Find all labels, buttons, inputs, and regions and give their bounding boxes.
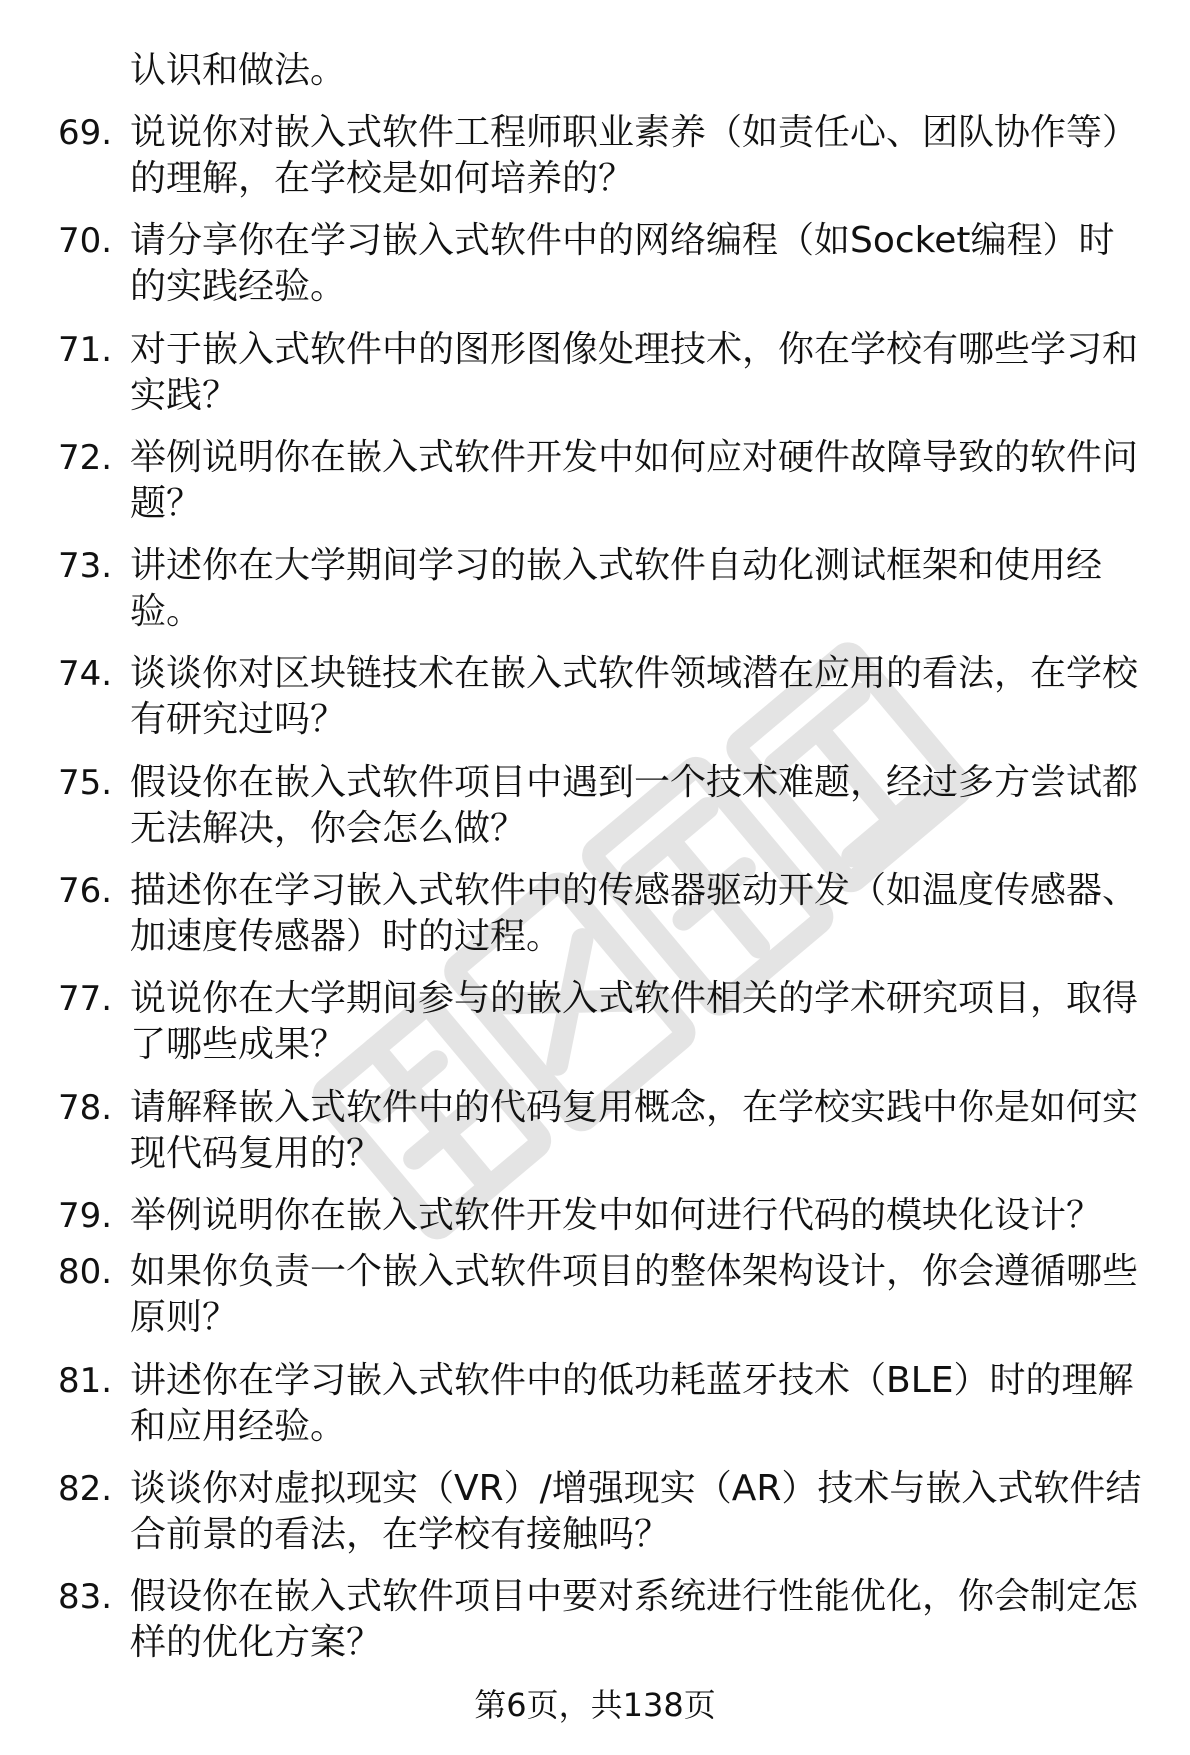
question-number: 73. [58,546,113,587]
question-text: 假设你在嵌入式软件项目中遇到一个技术难题，经过多方尝试都无法解决，你会怎么做？ [130,761,1139,849]
question-text: 举例说明你在嵌入式软件开发中如何应对硬件故障导致的软件问题？ [130,436,1139,524]
question-number: 77. [58,979,113,1020]
question-item [0,327,1190,429]
question-item [0,1574,1190,1676]
question-text: 请分享你在学习嵌入式软件中的网络编程（如Socket编程）时的实践经验。 [130,220,1115,308]
question-item [0,651,1190,753]
question-text: 说说你在大学期间参与的嵌入式软件相关的学术研究项目，取得了哪些成果？ [130,978,1139,1066]
question-item [0,1193,1190,1243]
question-item [0,110,1190,212]
question-number: 79. [58,1195,113,1236]
question-text: 假设你在嵌入式软件项目中要对系统进行性能优化，你会制定怎样的优化方案？ [130,1576,1139,1664]
question-item [0,435,1190,537]
question-number: 71. [58,329,113,370]
question-item [0,868,1190,970]
question-text: 讲述你在大学期间学习的嵌入式软件自动化测试框架和使用经验。 [130,545,1103,633]
question-item [0,543,1190,645]
question-number: 78. [58,1087,113,1128]
question-item [0,1358,1190,1460]
question-number: 70. [58,221,113,262]
question-item [0,976,1190,1078]
question-text: 如果你负责一个嵌入式软件项目的整体架构设计，你会遵循哪些原则？ [130,1251,1139,1339]
question-list [0,110,1190,1682]
question-text: 请解释嵌入式软件中的代码复用概念，在学校实践中你是如何实现代码复用的？ [130,1086,1139,1174]
question-item [0,1466,1190,1568]
question-item [0,1249,1190,1351]
question-item [0,760,1190,862]
question-number: 69. [58,113,113,153]
question-text: 谈谈你对区块链技术在嵌入式软件领域潜在应用的看法，在学校有研究过吗？ [130,653,1139,741]
question-text: 谈谈你对虚拟现实（VR）/增强现实（AR）技术与嵌入式软件结合前景的看法，在学校有接触吗？ [130,1467,1142,1555]
question-item [0,218,1190,320]
question-text: 描述你在学习嵌入式软件中的传感器驱动开发（如温度传感器、加速度传感器）时的过程。 [130,870,1139,958]
question-text: 对于嵌入式软件中的图形图像处理技术，你在学校有哪些学习和实践？ [130,328,1139,416]
question-text: 讲述你在学习嵌入式软件中的低功耗蓝牙技术（BLE）时的理解和应用经验。 [130,1359,1134,1447]
question-item [0,1085,1190,1187]
question-text: 说说你对嵌入式软件工程师职业素养（如责任心、团队协作等）的理解，在学校是如何培养的？ [130,112,1139,199]
question-number: 83. [58,1577,113,1618]
page-footer: 第6页，共138页 [474,1686,716,1724]
question-number: 72. [58,437,113,478]
question-number: 74. [58,654,113,695]
question-text: 举例说明你在嵌入式软件开发中如何进行代码的模块化设计？ [130,1194,1103,1236]
question-number: 76. [58,871,113,912]
question-number: 82. [58,1468,113,1509]
question-number: 80. [58,1252,113,1293]
continuation-text: 认识和做法。 [130,50,347,91]
question-number: 81. [58,1360,113,1401]
question-number: 75. [58,762,113,803]
